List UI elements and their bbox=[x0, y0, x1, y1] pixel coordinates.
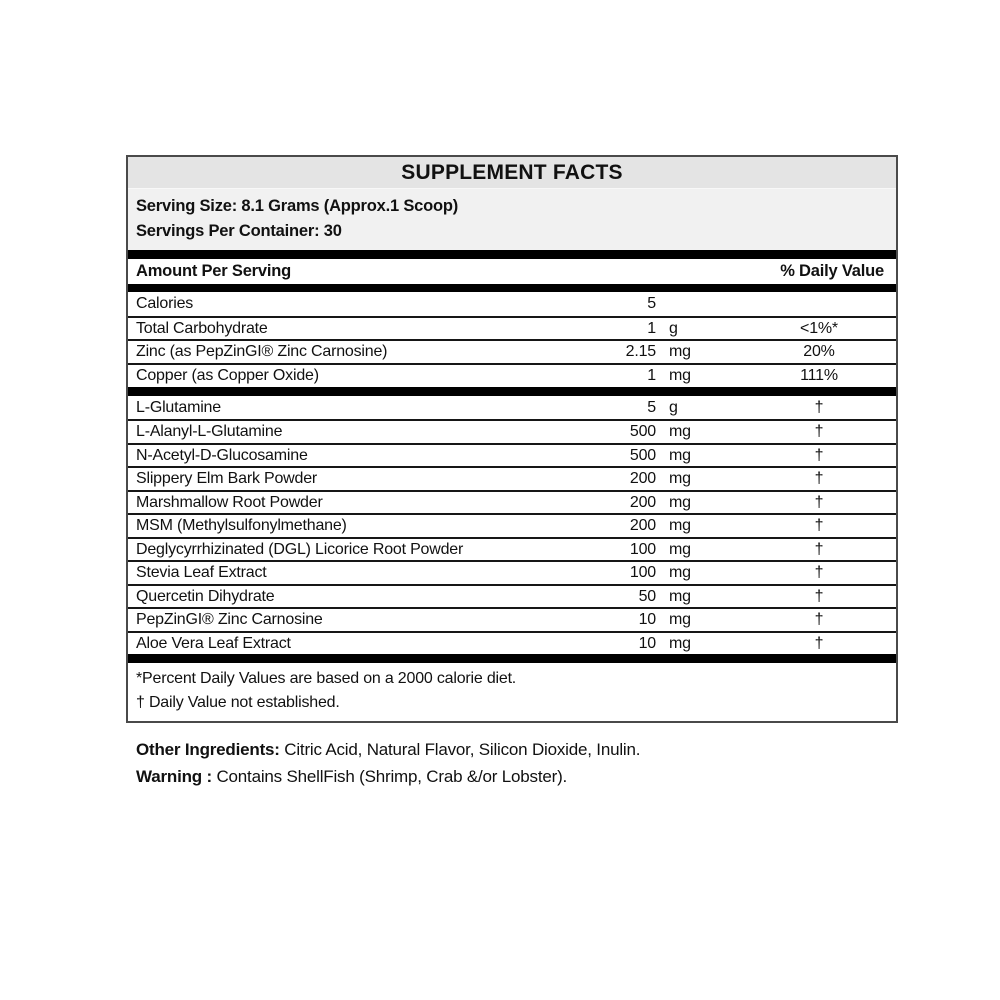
ingredient-amount: 500 bbox=[629, 423, 656, 440]
ingredient-daily-value: † bbox=[814, 423, 824, 440]
ingredient-row bbox=[128, 631, 896, 655]
serving-info bbox=[128, 189, 896, 250]
ingredient-row bbox=[128, 419, 896, 443]
ingredients-section bbox=[128, 396, 896, 655]
ingredient-amount: 50 bbox=[638, 587, 656, 605]
ingredient-name: Quercetin Dihydrate bbox=[136, 587, 275, 605]
daily-value-header: % Daily Value bbox=[780, 262, 884, 280]
ingredient-unit: mg bbox=[669, 517, 691, 534]
ingredient-amount: 1 bbox=[647, 366, 656, 384]
ingredient-amount: 200 bbox=[629, 517, 656, 534]
ingredient-row bbox=[128, 316, 896, 340]
ingredient-daily-value: † bbox=[814, 564, 824, 581]
serving-size: Serving Size: 8.1 Grams (Approx.1 Scoop) bbox=[136, 197, 459, 215]
divider-bar bbox=[128, 654, 896, 663]
ingredient-name: MSM (Methylsulfonylmethane) bbox=[136, 517, 347, 534]
below-panel-text bbox=[136, 737, 896, 789]
amount-per-serving-header: Amount Per Serving bbox=[136, 262, 292, 280]
divider-bar bbox=[128, 250, 896, 259]
supplement-facts-panel bbox=[126, 155, 898, 723]
ingredient-row bbox=[128, 584, 896, 608]
ingredient-name: Zinc (as PepZinGI® Zinc Carnosine) bbox=[136, 343, 388, 361]
ingredient-unit: g bbox=[669, 319, 678, 337]
ingredient-daily-value: † bbox=[814, 517, 824, 534]
ingredient-unit: mg bbox=[669, 540, 691, 558]
ingredient-name: PepZinGI® Zinc Carnosine bbox=[136, 611, 323, 628]
ingredient-amount: 200 bbox=[629, 470, 656, 487]
ingredient-row bbox=[128, 607, 896, 631]
ingredient-name: Total Carbohydrate bbox=[136, 319, 268, 337]
divider-bar bbox=[128, 387, 896, 396]
ingredient-amount: 100 bbox=[629, 540, 656, 558]
ingredient-row bbox=[128, 396, 896, 420]
ingredient-amount: 100 bbox=[629, 564, 656, 581]
ingredient-name: N-Acetyl-D-Glucosamine bbox=[136, 446, 308, 464]
ingredient-name: L-Glutamine bbox=[136, 398, 221, 416]
ingredient-row bbox=[128, 292, 896, 316]
ingredient-unit: mg bbox=[669, 343, 691, 361]
ingredient-amount: 500 bbox=[629, 446, 656, 464]
warning-label: Warning : bbox=[136, 766, 212, 786]
panel-title: SUPPLEMENT FACTS bbox=[128, 157, 896, 189]
warning-text: Contains ShellFish (Shrimp, Crab &/or Lobster). bbox=[211, 766, 568, 786]
ingredient-name: Deglycyrrhizinated (DGL) Licorice Root Powder bbox=[136, 540, 464, 558]
daily-value-footnote: *Percent Daily Values are based on a 2000 calorie diet. bbox=[136, 670, 517, 688]
ingredient-daily-value: † bbox=[814, 587, 824, 605]
ingredient-name: Marshmallow Root Powder bbox=[136, 493, 323, 511]
ingredient-daily-value: † bbox=[814, 540, 824, 558]
dagger-footnote: † Daily Value not established. bbox=[136, 694, 340, 712]
ingredient-name: Copper (as Copper Oxide) bbox=[136, 366, 319, 384]
ingredient-daily-value: 20% bbox=[803, 343, 835, 361]
ingredient-unit: mg bbox=[669, 611, 691, 628]
ingredient-daily-value: † bbox=[814, 634, 824, 652]
ingredient-row bbox=[128, 363, 896, 387]
ingredient-name: Calories bbox=[136, 294, 194, 312]
ingredient-unit: mg bbox=[669, 634, 691, 652]
warning-line bbox=[136, 764, 896, 790]
ingredient-unit: mg bbox=[669, 366, 691, 384]
footnotes bbox=[128, 663, 896, 721]
ingredient-amount: 10 bbox=[638, 634, 656, 652]
ingredient-name: Aloe Vera Leaf Extract bbox=[136, 634, 291, 652]
divider-bar bbox=[128, 284, 896, 292]
ingredient-row bbox=[128, 443, 896, 467]
column-header-row bbox=[128, 259, 896, 284]
other-ingredients-label: Other Ingredients: bbox=[136, 740, 280, 759]
ingredient-amount: 200 bbox=[629, 493, 656, 511]
ingredient-unit: mg bbox=[669, 564, 691, 581]
ingredient-daily-value: † bbox=[814, 398, 824, 416]
ingredient-unit: mg bbox=[669, 493, 691, 511]
ingredient-daily-value: † bbox=[814, 493, 824, 511]
ingredient-row bbox=[128, 466, 896, 490]
ingredient-row bbox=[128, 490, 896, 514]
ingredient-amount: 5 bbox=[647, 294, 656, 312]
other-ingredients-text: Citric Acid, Natural Flavor, Silicon Dioxide, Inulin. bbox=[279, 740, 641, 759]
ingredient-name: Stevia Leaf Extract bbox=[136, 564, 267, 581]
ingredient-amount: 10 bbox=[638, 611, 656, 628]
ingredient-amount: 5 bbox=[647, 398, 656, 416]
ingredient-name: L-Alanyl-L-Glutamine bbox=[136, 423, 283, 440]
ingredient-daily-value: † bbox=[814, 446, 824, 464]
ingredient-unit: mg bbox=[669, 446, 691, 464]
servings-per-container: Servings Per Container: 30 bbox=[136, 222, 342, 240]
nutrients-section bbox=[128, 292, 896, 387]
other-ingredients-line bbox=[136, 737, 896, 763]
ingredient-daily-value: <1%* bbox=[800, 319, 838, 337]
ingredient-unit: mg bbox=[669, 470, 691, 487]
ingredient-row bbox=[128, 513, 896, 537]
ingredient-row bbox=[128, 339, 896, 363]
ingredient-unit: mg bbox=[669, 423, 691, 440]
ingredient-row bbox=[128, 560, 896, 584]
ingredient-amount: 2.15 bbox=[625, 343, 656, 361]
ingredient-daily-value: 111% bbox=[800, 366, 838, 384]
ingredient-unit: mg bbox=[669, 587, 691, 605]
ingredient-daily-value: † bbox=[814, 611, 824, 628]
ingredient-unit: g bbox=[669, 398, 678, 416]
ingredient-daily-value: † bbox=[814, 470, 824, 487]
ingredient-row bbox=[128, 537, 896, 561]
ingredient-name: Slippery Elm Bark Powder bbox=[136, 470, 318, 487]
ingredient-amount: 1 bbox=[647, 319, 656, 337]
